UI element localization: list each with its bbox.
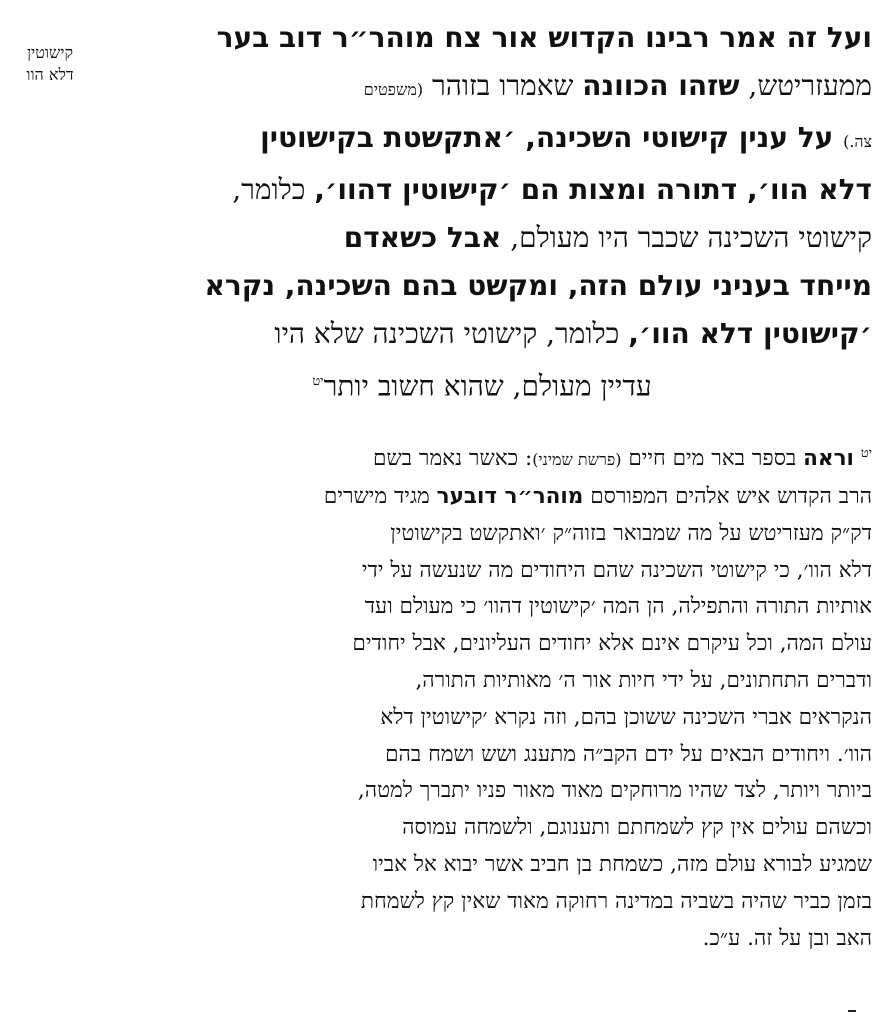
main-line-1-bold: זה אמר רבינו הקדוש אור צח מוהר״ר דוב בער (216, 21, 827, 54)
footnote-line-13: בזמן כביר שהיה בשביה במדינה רחוקה מאוד שאין קץ לשמחת (360, 888, 872, 914)
margin-note-line-1: קישוטין (26, 43, 74, 62)
footnote-line-1-text-b: : כאשר נאמר בשם (373, 446, 533, 472)
footnote-line-9: הוו׳. ויחודים הבאים על ידם הקב״ה מתענג ושש ושמח בהם (385, 741, 872, 767)
main-line-2-text-b: שאמרו בזוהר (423, 69, 583, 102)
main-line-1 (92, 14, 872, 62)
main-line-3-bold: על ענין קישוטי השכינה, ׳אתקשטת בקישוטין (260, 121, 844, 154)
main-line-5-bold: אבל כשאדם (343, 221, 502, 254)
footnote-line-1 (34, 436, 872, 479)
page-end-mark (848, 1010, 856, 1012)
main-line-4-bold: דלא הוו׳, דתורה ומצות הם ׳קישוטין דהוו׳, (314, 173, 872, 206)
footnote-line-14: האב ובן על זה. ע״כ. (702, 925, 872, 951)
main-line-8-text: עדיין מעולם, שהוא חשוב יותר (323, 369, 652, 403)
main-line-3 (92, 114, 872, 166)
main-line-2-bold: שזהו הכוונה (582, 69, 740, 102)
footnote-line-11: וכשהם עולים אין קץ לשמחתם ותענוגם, ולשמחה עמוסה (402, 815, 872, 841)
main-line-2-text: ממעזריטש, (739, 69, 872, 102)
footnote-line-3: דק״ק מעזריטש על מה שמבואר בזוה״ק ׳ואתקשט בקישוטין (390, 520, 872, 546)
main-line-6-bold: מייחד בעניני עולם הזה, ומקשט בהם השכינה, נקרא (204, 269, 872, 302)
main-line-6 (92, 262, 872, 310)
main-line-2 (92, 62, 872, 114)
footnote-line-7: ודברים התחתונים, על ידי חיות אור ה׳ מאותיות התורה, (415, 667, 872, 693)
margin-note-line-2: דלא הוו (26, 65, 74, 84)
footnote-lead-word: וראה (803, 446, 854, 472)
footnote-reference-mark: יט (312, 374, 324, 389)
footnote-line-10: ביותר ויותר, לצד שהיו מרוחקים מאוד מאור פניו יתברך למטה, (357, 778, 872, 804)
footnote-source: (פרשת שמיני) (532, 450, 622, 470)
main-line-4-text: כלומר, (232, 173, 315, 206)
footnote-line-6: עולם המה, וכל עיקרם אינם אלא יחודים העליונים, אבל יחודים (352, 631, 872, 657)
footnote-line-2-text-b: מגיד מישרים (323, 483, 437, 509)
main-line-7-text: כלומר, קישוטי השכינה שלא היו (274, 317, 629, 350)
footnote-line-2-bold: מוהר״ר דובער (436, 483, 584, 509)
footnote-line-5: אותיות התורה והתפילה, הן המה ׳קישוטין דהוו׳ כי מעולם ועד (364, 594, 872, 620)
footnote-line-4: דלא הוו׳, כי קישוטי השכינה שהם היחודים מה שנעשה על ידי (361, 557, 872, 583)
main-line-5-text: קישוטי השכינה שכבר היו מעולם, (501, 221, 872, 254)
footnote-line-2 (34, 479, 872, 516)
footnote-number: יט (860, 446, 872, 461)
main-line-4 (92, 166, 872, 214)
opening-word: ועל (826, 21, 872, 54)
footnote (34, 436, 872, 957)
main-line-8 (92, 358, 872, 410)
source-reference-cont: צה.) (843, 132, 872, 151)
footnote-line-2-text: הרב הקדוש איש אלהים המפורסם (583, 483, 872, 509)
main-line-7 (92, 310, 872, 358)
main-line-7-bold: ׳קישוטין דלא הוו׳, (628, 317, 872, 350)
margin-note (8, 42, 92, 86)
main-paragraph (92, 14, 872, 410)
footnote-line-1-text: בספר באר מים חיים (621, 446, 804, 472)
footnote-line-8: הנקראים אברי השכינה ששוכן בהם, וזה נקרא ׳קישוטין דלא (380, 704, 872, 730)
source-reference: (משפטים (363, 80, 424, 99)
footnote-line-12: שמגיע לבורא עולם מזה, כשמחת בן חביב אשר יבוא אל אביו (372, 851, 872, 877)
main-line-5 (92, 214, 872, 262)
